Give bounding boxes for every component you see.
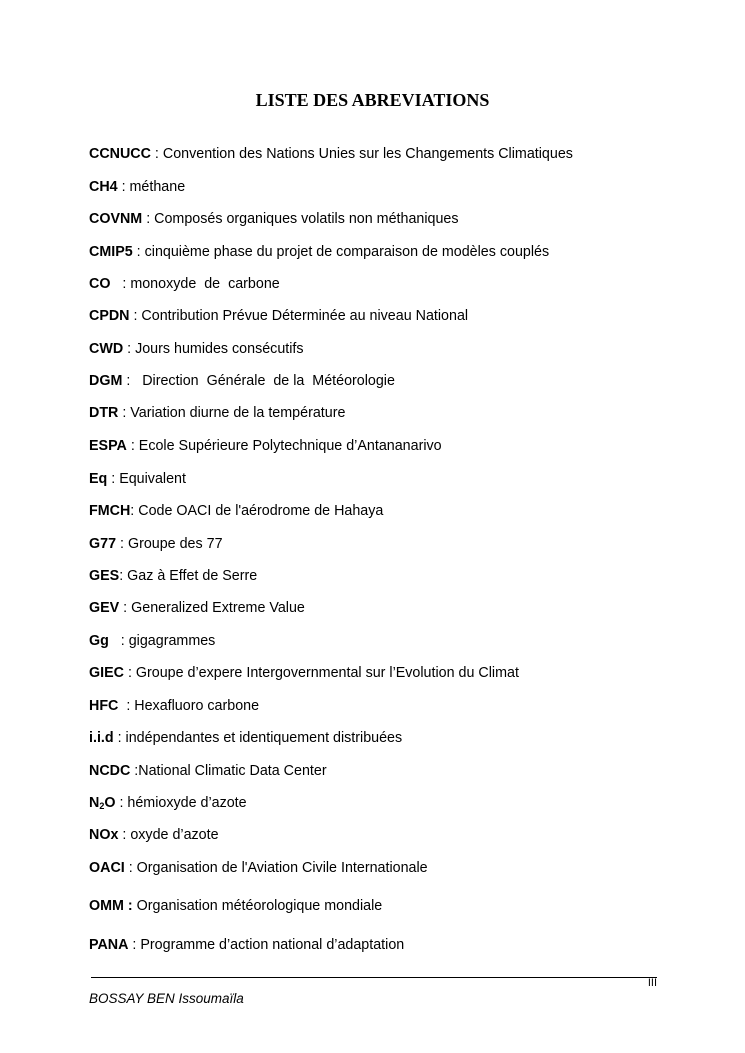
abbreviation-entry [89,340,304,358]
abbreviation-entry [89,794,247,815]
abbreviation-entry [89,897,382,915]
abbreviation-entry [89,599,305,617]
abbreviation-entry [89,535,223,553]
abbreviation-entry [89,936,404,954]
abbreviation-definition: : Direction Générale de la Météorologie [122,373,395,389]
abbreviation-definition: : Jours humides consécutifs [123,341,304,357]
abbreviation-definition: : Variation diurne de la température [118,405,346,421]
abbreviation-term: DTR [89,405,119,421]
abbreviation-entry [89,243,549,261]
abbreviation-definition: : indépendantes et identiquement distribuées [113,730,403,746]
abbreviation-definition: :National Climatic Data Center [130,763,327,779]
abbreviation-definition: : Groupe des 77 [116,536,223,552]
abbreviation-term: G77 [89,536,117,552]
abbreviation-entry [89,502,383,520]
footer-divider [91,977,657,978]
abbreviation-definition: : Contribution Prévue Déterminée au niveau National [129,308,469,324]
abbreviation-entry [89,437,442,455]
abbreviation-term: DGM [89,373,123,389]
abbreviation-entry [89,826,219,844]
abbreviation-term: CH4 [89,179,118,195]
abbreviation-term: GIEC [89,665,124,681]
abbreviation-definition: : Composés organiques volatils non méthaniques [142,211,459,227]
abbreviation-entry [89,762,327,780]
abbreviation-term: OMM : [89,898,133,914]
abbreviation-entry [89,567,257,585]
abbreviation-definition: : Generalized Extreme Value [119,600,305,616]
abbreviation-definition: Organisation météorologique mondiale [132,898,383,914]
abbreviation-entry [89,470,186,488]
abbreviation-definition: : monoxyde de carbone [110,276,280,292]
abbreviation-term: CPDN [89,308,130,324]
abbreviation-term: NCDC [89,763,131,779]
page-title: LISTE DES ABREVIATIONS [255,90,490,110]
abbreviation-definition: : Programme d’action national d’adaptation [128,937,405,953]
abbreviation-term: GES [89,568,120,584]
abbreviation-entry [89,632,215,650]
abbreviation-definition: : Gaz à Effet de Serre [119,568,258,584]
abbreviation-term: PANA [89,937,129,953]
abbreviation-term: CWD [89,341,124,357]
abbreviation-term: Eq [89,471,108,487]
abbreviation-term: COVNM [89,211,143,227]
abbreviation-term: OACI [89,860,125,876]
abbreviation-term: HFC [89,698,119,714]
footer-author: BOSSAY BEN Issoumaïla [89,991,244,1006]
abbreviation-term: ESPA [89,438,127,454]
abbreviation-term: GEV [89,600,120,616]
abbreviation-definition: : gigagrammes [108,633,216,649]
abbreviation-entry [89,729,402,747]
abbreviation-term: Gg [89,633,109,649]
abbreviation-subscript: 2 [99,801,105,811]
abbreviation-term: FMCH [89,503,131,519]
abbreviation-entry [89,275,280,293]
abbreviation-entry [89,859,428,877]
abbreviation-definition: : Groupe d’expere Intergovernmental sur l’Evolution du Climat [123,665,519,681]
abbreviation-definition: : cinquième phase du projet de comparaison de modèles couplés [132,244,550,260]
abbreviation-definition: : hémioxyde d’azote [115,795,247,811]
abbreviation-definition: : oxyde d’azote [118,827,219,843]
abbreviation-term: CO [89,276,111,292]
abbreviation-term-suffix: O [104,795,116,811]
abbreviation-definition: : Ecole Supérieure Polytechnique d’Antananarivo [126,438,442,454]
abbreviation-entry [89,210,459,228]
abbreviation-entry [89,307,468,325]
abbreviation-definition: : Code OACI de l'aérodrome de Hahaya [130,503,384,519]
abbreviation-definition: : Organisation de l'Aviation Civile Internationale [124,860,428,876]
abbreviation-definition: : méthane [117,179,186,195]
abbreviation-entry [89,178,185,196]
abbreviation-term: NOx [89,827,119,843]
abbreviation-entry [89,664,519,682]
abbreviation-term: CCNUCC [89,146,151,162]
abbreviation-entry [89,145,573,163]
abbreviation-definition: : Convention des Nations Unies sur les Changements Climatiques [150,146,573,162]
abbreviation-entry [89,372,395,390]
abbreviation-entry [89,404,345,422]
abbreviation-definition: : Hexafluoro carbone [118,698,260,714]
abbreviation-term: i.i.d [89,730,114,746]
abbreviation-entry [89,697,259,715]
page-number: III [647,977,657,989]
abbreviation-term: CMIP5 [89,244,133,260]
abbreviation-definition: : Equivalent [107,471,186,487]
abbreviation-term: N [89,795,100,811]
